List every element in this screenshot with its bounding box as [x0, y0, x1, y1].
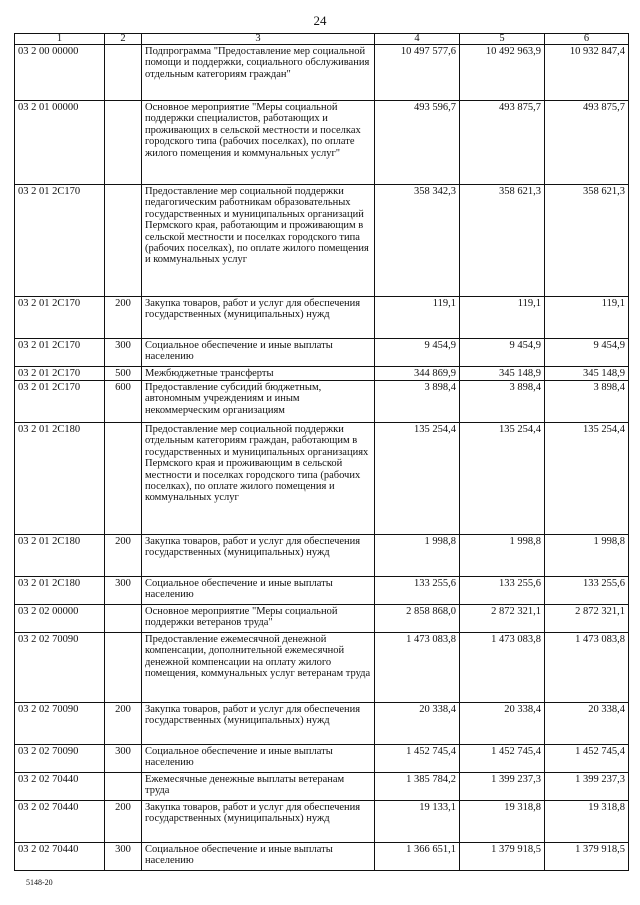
- amount-column-6-cell: 2 872 321,1: [545, 605, 629, 633]
- table-row: [15, 297, 629, 339]
- classification-code-cell: 03 2 02 70090: [15, 703, 105, 745]
- amount-column-4-cell: 493 596,7: [375, 101, 460, 185]
- expense-type-cell: 200: [105, 703, 142, 745]
- classification-code-cell: 03 2 01 00000: [15, 101, 105, 185]
- expense-type-cell: 200: [105, 297, 142, 339]
- table-row: [15, 381, 629, 423]
- amount-column-4-cell: 9 454,9: [375, 339, 460, 367]
- item-name-cell: Ежемесячные денежные выплаты ветеранам труда: [142, 773, 375, 801]
- table-row: [15, 843, 629, 871]
- classification-code-cell: 03 2 01 2С170: [15, 185, 105, 297]
- expense-type-cell: 200: [105, 801, 142, 843]
- amount-column-5-cell: 345 148,9: [460, 367, 545, 381]
- amount-column-4-cell: 135 254,4: [375, 423, 460, 535]
- expense-type-cell: [105, 45, 142, 101]
- amount-column-4-cell: 3 898,4: [375, 381, 460, 423]
- table-header-row: [15, 34, 629, 45]
- expense-type-cell: 300: [105, 339, 142, 367]
- classification-code-cell: 03 2 01 2С170: [15, 367, 105, 381]
- expense-type-cell: 600: [105, 381, 142, 423]
- classification-code-cell: 03 2 01 2С170: [15, 297, 105, 339]
- table-row: [15, 801, 629, 843]
- expense-type-cell: [105, 423, 142, 535]
- table-row: [15, 535, 629, 577]
- amount-column-5-cell: 19 318,8: [460, 801, 545, 843]
- amount-column-6-cell: 1 379 918,5: [545, 843, 629, 871]
- classification-code-cell: 03 2 01 2С180: [15, 577, 105, 605]
- item-name-cell: Основное мероприятие "Меры социальной поддержки специалистов, работающих и проживающих в сельской местности и поселках городского типа (рабочих поселках), по оплате жилого помещения и коммунальных услуг": [142, 101, 375, 185]
- table-row: [15, 633, 629, 703]
- expense-type-cell: 500: [105, 367, 142, 381]
- document-footer-code: 5148-20: [26, 878, 53, 887]
- amount-column-5-cell: 9 454,9: [460, 339, 545, 367]
- expense-type-cell: [105, 773, 142, 801]
- amount-column-4-cell: 2 858 868,0: [375, 605, 460, 633]
- amount-column-6-cell: 1 998,8: [545, 535, 629, 577]
- page-number: 24: [313, 13, 327, 28]
- column-header: 5: [460, 34, 545, 45]
- expense-type-cell: [105, 605, 142, 633]
- item-name-cell: Социальное обеспечение и иные выплаты населению: [142, 843, 375, 871]
- amount-column-6-cell: 358 621,3: [545, 185, 629, 297]
- item-name-cell: Социальное обеспечение и иные выплаты населению: [142, 577, 375, 605]
- amount-column-6-cell: 1 473 083,8: [545, 633, 629, 703]
- classification-code-cell: 03 2 02 70090: [15, 633, 105, 703]
- amount-column-5-cell: 493 875,7: [460, 101, 545, 185]
- classification-code-cell: 03 2 01 2С180: [15, 535, 105, 577]
- column-header: 2: [105, 34, 142, 45]
- table-row: [15, 101, 629, 185]
- table-row: [15, 703, 629, 745]
- table-row: [15, 773, 629, 801]
- amount-column-5-cell: 2 872 321,1: [460, 605, 545, 633]
- item-name-cell: Предоставление ежемесячной денежной компенсации, дополнительной ежемесячной денежной компенсации на оплату жилого помещения, коммунальных услуг ветеранам труда: [142, 633, 375, 703]
- classification-code-cell: 03 2 00 00000: [15, 45, 105, 101]
- column-header: 3: [142, 34, 375, 45]
- column-header: 6: [545, 34, 629, 45]
- expense-type-cell: [105, 185, 142, 297]
- amount-column-5-cell: 1 473 083,8: [460, 633, 545, 703]
- expense-type-cell: 300: [105, 745, 142, 773]
- amount-column-6-cell: 3 898,4: [545, 381, 629, 423]
- amount-column-6-cell: 135 254,4: [545, 423, 629, 535]
- column-header: 4: [375, 34, 460, 45]
- amount-column-4-cell: 20 338,4: [375, 703, 460, 745]
- classification-code-cell: 03 2 01 2С170: [15, 381, 105, 423]
- amount-column-5-cell: 1 399 237,3: [460, 773, 545, 801]
- expense-type-cell: [105, 101, 142, 185]
- amount-column-5-cell: 135 254,4: [460, 423, 545, 535]
- table-row: [15, 339, 629, 367]
- item-name-cell: Закупка товаров, работ и услуг для обеспечения государственных (муниципальных) нужд: [142, 801, 375, 843]
- classification-code-cell: 03 2 02 00000: [15, 605, 105, 633]
- amount-column-4-cell: 1 998,8: [375, 535, 460, 577]
- amount-column-6-cell: 345 148,9: [545, 367, 629, 381]
- table-row: [15, 45, 629, 101]
- table-row: [15, 577, 629, 605]
- amount-column-5-cell: 1 998,8: [460, 535, 545, 577]
- table-row: [15, 185, 629, 297]
- amount-column-4-cell: 10 497 577,6: [375, 45, 460, 101]
- amount-column-4-cell: 344 869,9: [375, 367, 460, 381]
- item-name-cell: Предоставление субсидий бюджетным, автономным учреждениям и иным некоммерческим организациям: [142, 381, 375, 423]
- expense-type-cell: 300: [105, 577, 142, 605]
- item-name-cell: Межбюджетные трансферты: [142, 367, 375, 381]
- amount-column-5-cell: 20 338,4: [460, 703, 545, 745]
- expense-type-cell: 200: [105, 535, 142, 577]
- item-name-cell: Предоставление мер социальной поддержки педагогическим работникам образовательных государственных и муниципальных организаций Пермского края, работающим и проживающим в сельской местности и поселках городского типа (рабочих поселках), по оплате жилого помещения и коммунальных услуг: [142, 185, 375, 297]
- table-row: [15, 745, 629, 773]
- amount-column-6-cell: 9 454,9: [545, 339, 629, 367]
- item-name-cell: Основное мероприятие "Меры социальной поддержки ветеранов труда": [142, 605, 375, 633]
- amount-column-4-cell: 1 385 784,2: [375, 773, 460, 801]
- amount-column-4-cell: 358 342,3: [375, 185, 460, 297]
- amount-column-5-cell: 3 898,4: [460, 381, 545, 423]
- amount-column-4-cell: 1 366 651,1: [375, 843, 460, 871]
- amount-column-6-cell: 493 875,7: [545, 101, 629, 185]
- amount-column-6-cell: 20 338,4: [545, 703, 629, 745]
- amount-column-6-cell: 1 399 237,3: [545, 773, 629, 801]
- item-name-cell: Закупка товаров, работ и услуг для обеспечения государственных (муниципальных) нужд: [142, 703, 375, 745]
- amount-column-4-cell: 1 473 083,8: [375, 633, 460, 703]
- item-name-cell: Закупка товаров, работ и услуг для обеспечения государственных (муниципальных) нужд: [142, 535, 375, 577]
- amount-column-5-cell: 133 255,6: [460, 577, 545, 605]
- item-name-cell: Предоставление мер социальной поддержки отдельным категориям граждан, работающим в государственных и муниципальных организациях Пермского края и проживающим в сельской местности и поселках городского типа (рабочих поселках), по оплате жилого помещения и коммунальных услуг: [142, 423, 375, 535]
- classification-code-cell: 03 2 02 70440: [15, 801, 105, 843]
- table-row: [15, 423, 629, 535]
- amount-column-6-cell: 133 255,6: [545, 577, 629, 605]
- classification-code-cell: 03 2 02 70440: [15, 843, 105, 871]
- amount-column-5-cell: 119,1: [460, 297, 545, 339]
- budget-table: [14, 33, 629, 871]
- column-header: 1: [15, 34, 105, 45]
- item-name-cell: Подпрограмма "Предоставление мер социальной помощи и поддержки, социального обслуживания отдельным категориям граждан": [142, 45, 375, 101]
- amount-column-5-cell: 1 379 918,5: [460, 843, 545, 871]
- amount-column-5-cell: 10 492 963,9: [460, 45, 545, 101]
- amount-column-4-cell: 19 133,1: [375, 801, 460, 843]
- table-row: [15, 605, 629, 633]
- classification-code-cell: 03 2 02 70440: [15, 773, 105, 801]
- table-row: [15, 367, 629, 381]
- expense-type-cell: [105, 633, 142, 703]
- item-name-cell: Социальное обеспечение и иные выплаты населению: [142, 745, 375, 773]
- amount-column-6-cell: 19 318,8: [545, 801, 629, 843]
- classification-code-cell: 03 2 01 2С170: [15, 339, 105, 367]
- amount-column-5-cell: 358 621,3: [460, 185, 545, 297]
- item-name-cell: Социальное обеспечение и иные выплаты населению: [142, 339, 375, 367]
- classification-code-cell: 03 2 02 70090: [15, 745, 105, 773]
- amount-column-6-cell: 10 932 847,4: [545, 45, 629, 101]
- amount-column-4-cell: 1 452 745,4: [375, 745, 460, 773]
- amount-column-6-cell: 1 452 745,4: [545, 745, 629, 773]
- amount-column-6-cell: 119,1: [545, 297, 629, 339]
- amount-column-4-cell: 133 255,6: [375, 577, 460, 605]
- amount-column-5-cell: 1 452 745,4: [460, 745, 545, 773]
- classification-code-cell: 03 2 01 2С180: [15, 423, 105, 535]
- item-name-cell: Закупка товаров, работ и услуг для обеспечения государственных (муниципальных) нужд: [142, 297, 375, 339]
- amount-column-4-cell: 119,1: [375, 297, 460, 339]
- expense-type-cell: 300: [105, 843, 142, 871]
